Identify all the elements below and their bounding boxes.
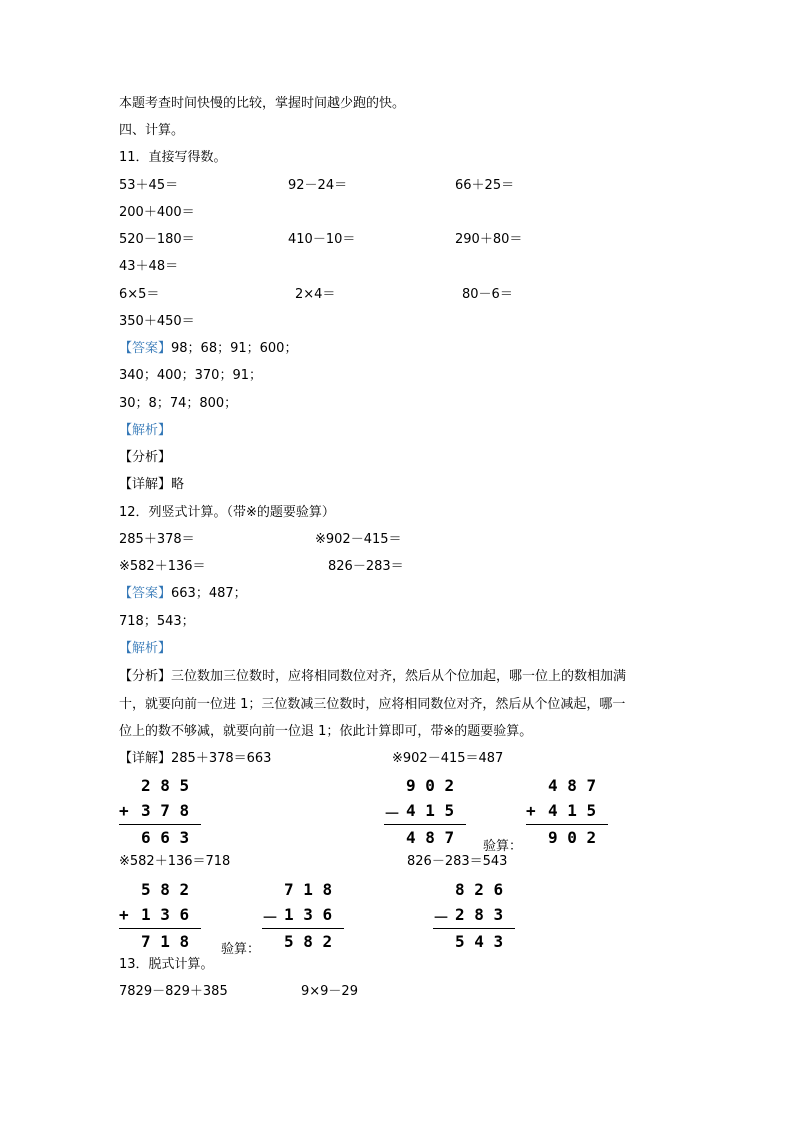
vc-bottom: 4 1 5 [406,801,455,820]
vc-line [433,928,515,929]
fenxi-tag: 【分析】 [119,450,172,465]
vc-line [119,824,201,825]
detail-tag: 【详解】 [119,477,172,492]
intro-text: 本题考查时间快慢的比较，掌握时间越少跑的快。 [119,96,406,111]
fenxi-text: 【分析】三位数加三位数时，应将相同数位对齐，然后从个位加起，哪一位上的数相加满 [119,669,627,684]
answer-text: 30；8；74；800； [119,396,238,411]
q11-answer [119,340,297,358]
q13-title: 13．脱式计算。 [119,957,214,972]
q11-title: 11．直接写得数。 [119,150,227,165]
check-label: 验算： [483,839,523,854]
section-heading: 四、计算。 [119,123,185,138]
vc-top: 5 8 2 [141,880,190,899]
q12-item: ※582＋136＝ [119,559,206,574]
vc-result: 5 4 3 [455,932,504,951]
vc-op: － [262,908,279,927]
vc-line [526,824,608,825]
vc-op: + [119,905,129,924]
vc-top: 7 1 8 [284,880,333,899]
check-label: 验算： [221,942,261,957]
q12-item: ※902－415＝ [315,532,402,547]
answer-text: 718；543； [119,614,195,629]
detail-text: 826－283＝543 [407,854,508,869]
vc-bottom: 4 1 5 [548,801,597,820]
answer-tag: 【答案】 [119,341,172,356]
vc-result: 4 8 7 [406,828,455,847]
vc-bottom: 3 7 8 [141,801,190,820]
vc-top: 9 0 2 [406,776,455,795]
q12-item: 285＋378＝ [119,532,195,547]
analysis-tag: 【解析】 [119,641,172,656]
answer-tag: 【答案】 [119,586,172,601]
vc-result: 7 1 8 [141,932,190,951]
q11-item: 350＋450＝ [119,314,195,329]
vc-line [384,824,466,825]
q11-item: 410－10＝ [288,232,356,247]
q11-item: 290＋80＝ [455,232,523,247]
detail-line [119,476,184,494]
fenxi-text: 十，就要向前一位进 1；三位数减三位数时，应将相同数位对齐，然后从个位减起，哪一 [119,697,626,712]
vc-result: 5 8 2 [284,932,333,951]
vc-top: 4 8 7 [548,776,597,795]
q11-item: 520－180＝ [119,232,195,247]
vc-op: + [119,801,129,820]
vc-bottom: 2 8 3 [455,905,504,924]
detail-text: 【详解】285＋378＝663 [119,751,272,766]
q11-item: 66＋25＝ [455,178,515,193]
q12-answer [119,585,247,603]
q11-item: 200＋400＝ [119,205,195,220]
vc-line [262,928,344,929]
vc-op: － [384,804,401,823]
q11-item: 2×4＝ [295,287,336,302]
answer-text: 663；487； [171,586,247,601]
vc-top: 8 2 6 [455,880,504,899]
vc-bottom: 1 3 6 [141,905,190,924]
vc-result: 6 6 3 [141,828,190,847]
q12-item: 826－283＝ [328,559,404,574]
vc-op: + [526,801,536,820]
detail-text: ※582＋136＝718 [119,854,231,869]
q11-item: 92－24＝ [288,178,348,193]
q11-item: 43＋48＝ [119,259,179,274]
vc-top: 2 8 5 [141,776,190,795]
vc-line [119,928,201,929]
q13-item: 9×9－29 [301,984,358,999]
vc-result: 9 0 2 [548,828,597,847]
detail-text: 略 [171,477,185,492]
q11-item: 80－6＝ [462,287,513,302]
fenxi-text: 位上的数不够减，就要向前一位退 1；依此计算即可，带※的题要验算。 [119,724,533,739]
answer-text: 98；68；91；600； [171,341,298,356]
answer-text: 340；400；370；91； [119,368,262,383]
vc-bottom: 1 3 6 [284,905,333,924]
q11-item: 6×5＝ [119,287,160,302]
q12-title: 12．列竖式计算。（带※的题要验算） [119,505,335,520]
vc-op: － [433,908,450,927]
q11-item: 53＋45＝ [119,178,179,193]
analysis-tag: 【解析】 [119,423,172,438]
q13-item: 7829－829＋385 [119,984,228,999]
detail-text: ※902－415＝487 [392,751,504,766]
